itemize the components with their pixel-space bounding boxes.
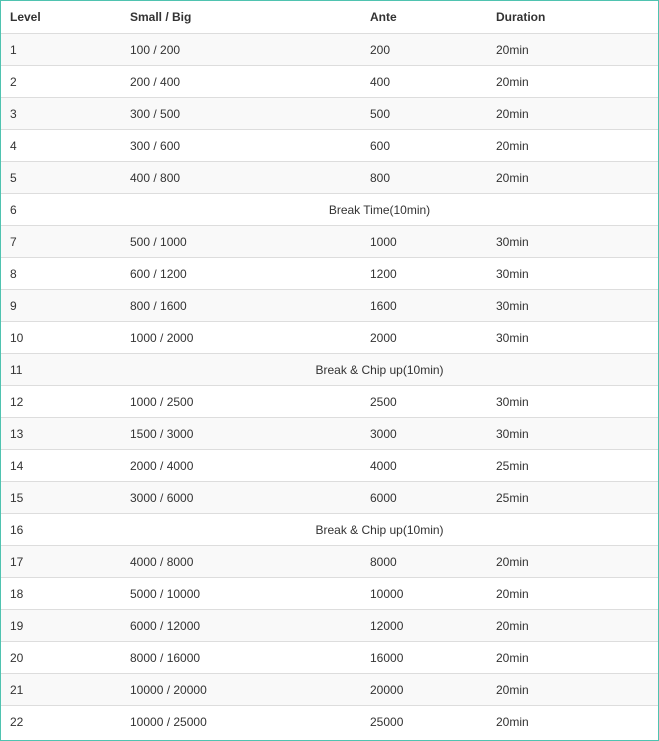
blinds-cell: 10000 / 25000 [121,706,361,738]
level-cell: 8 [1,258,121,290]
break-label: Break & Chip up(10min) [121,514,658,546]
level-cell: 22 [1,706,121,738]
ante-cell: 10000 [361,578,487,610]
level-cell: 13 [1,418,121,450]
blinds-cell: 600 / 1200 [121,258,361,290]
table-row [1,578,658,610]
ante-cell: 800 [361,162,487,194]
blinds-cell: 1000 / 2000 [121,322,361,354]
ante-cell: 3000 [361,418,487,450]
level-cell: 17 [1,546,121,578]
table-row [1,162,658,194]
ante-cell: 600 [361,130,487,162]
ante-cell: 1200 [361,258,487,290]
duration-cell: 20min [487,130,658,162]
level-cell: 1 [1,34,121,66]
table-row [1,450,658,482]
duration-cell: 30min [487,418,658,450]
break-label: Break & Chip up(10min) [121,354,658,386]
level-cell: 15 [1,482,121,514]
level-cell: 21 [1,674,121,706]
duration-cell: 20min [487,706,658,738]
blinds-cell: 4000 / 8000 [121,546,361,578]
break-row [1,194,658,226]
ante-cell: 500 [361,98,487,130]
blinds-cell: 800 / 1600 [121,290,361,322]
ante-cell: 16000 [361,642,487,674]
header-ante: Ante [361,1,487,34]
duration-cell: 30min [487,322,658,354]
duration-cell: 20min [487,642,658,674]
blinds-cell: 2000 / 4000 [121,450,361,482]
ante-cell: 25000 [361,706,487,738]
duration-cell: 20min [487,674,658,706]
ante-cell: 2500 [361,386,487,418]
header-small-big: Small / Big [121,1,361,34]
duration-cell: 30min [487,290,658,322]
table-row [1,290,658,322]
duration-cell: 20min [487,98,658,130]
ante-cell: 4000 [361,450,487,482]
table-row [1,34,658,66]
ante-cell: 200 [361,34,487,66]
table-header-row [1,1,658,34]
table-row [1,322,658,354]
header-duration: Duration [487,1,658,34]
blinds-cell: 400 / 800 [121,162,361,194]
duration-cell: 30min [487,386,658,418]
level-cell: 12 [1,386,121,418]
ante-cell: 1600 [361,290,487,322]
duration-cell: 20min [487,546,658,578]
header-level: Level [1,1,121,34]
blinds-cell: 6000 / 12000 [121,610,361,642]
level-cell: 2 [1,66,121,98]
level-cell: 14 [1,450,121,482]
level-cell: 16 [1,514,121,546]
blinds-cell: 10000 / 20000 [121,674,361,706]
table-row [1,610,658,642]
level-cell: 18 [1,578,121,610]
blinds-cell: 100 / 200 [121,34,361,66]
ante-cell: 1000 [361,226,487,258]
break-label: Break Time(10min) [121,194,658,226]
table-row [1,482,658,514]
level-cell: 7 [1,226,121,258]
blinds-cell: 500 / 1000 [121,226,361,258]
blinds-cell: 3000 / 6000 [121,482,361,514]
level-cell: 4 [1,130,121,162]
table-row [1,642,658,674]
level-cell: 20 [1,642,121,674]
duration-cell: 30min [487,226,658,258]
table-row [1,674,658,706]
duration-cell: 20min [487,578,658,610]
level-cell: 10 [1,322,121,354]
level-cell: 5 [1,162,121,194]
ante-cell: 400 [361,66,487,98]
break-row [1,354,658,386]
table-row [1,130,658,162]
blinds-cell: 200 / 400 [121,66,361,98]
ante-cell: 8000 [361,546,487,578]
duration-cell: 25min [487,482,658,514]
level-cell: 9 [1,290,121,322]
ante-cell: 20000 [361,674,487,706]
level-cell: 11 [1,354,121,386]
blinds-cell: 5000 / 10000 [121,578,361,610]
table-row [1,706,658,738]
table-row [1,98,658,130]
blinds-cell: 1000 / 2500 [121,386,361,418]
duration-cell: 20min [487,34,658,66]
duration-cell: 20min [487,162,658,194]
ante-cell: 12000 [361,610,487,642]
blinds-cell: 8000 / 16000 [121,642,361,674]
table-row [1,226,658,258]
duration-cell: 20min [487,610,658,642]
table-row [1,386,658,418]
duration-cell: 25min [487,450,658,482]
blinds-cell: 1500 / 3000 [121,418,361,450]
duration-cell: 30min [487,258,658,290]
break-row [1,514,658,546]
blind-structure-table [1,1,658,737]
level-cell: 6 [1,194,121,226]
level-cell: 19 [1,610,121,642]
table-row [1,66,658,98]
blinds-cell: 300 / 600 [121,130,361,162]
table-row [1,546,658,578]
table-row [1,258,658,290]
table-body [1,34,658,738]
level-cell: 3 [1,98,121,130]
table-row [1,418,658,450]
blinds-cell: 300 / 500 [121,98,361,130]
ante-cell: 6000 [361,482,487,514]
ante-cell: 2000 [361,322,487,354]
duration-cell: 20min [487,66,658,98]
